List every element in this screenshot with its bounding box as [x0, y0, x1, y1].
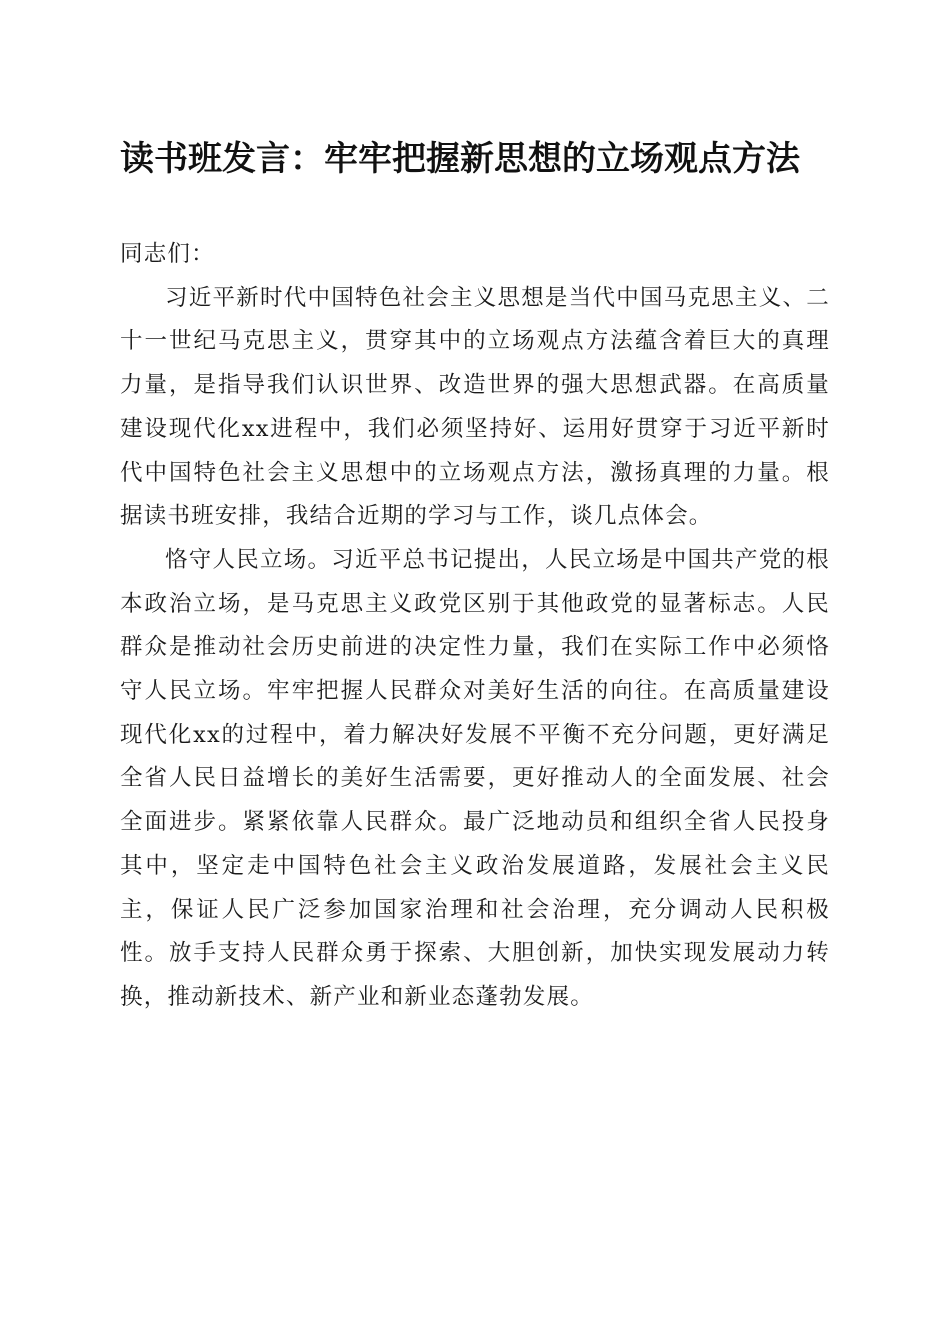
document-page	[120, 0, 830, 1344]
paragraph-people-stance: 恪守人民立场。习近平总书记提出，人民立场是中国共产党的根本政治立场，是马克思主义政党区别于其他政党的显著标志。人民群众是推动社会历史前进的决定性力量，我们在实际工作中必须恪守人民立场。牢牢把握人民群众对美好生活的向往。在高质量建设现代化xx的过程中，着力解决好发展不平衡不充分问题，更好满足全省人民日益增长的美好生活需要，更好推动人的全面发展、社会全面进步。紧紧依靠人民群众。最广泛地动员和组织全省人民投身其中，坚定走中国特色社会主义政治发展道路，发展社会主义民主，保证人民广泛参加国家治理和社会治理，充分调动人民积极性。放手支持人民群众勇于探索、大胆创新，加快实现发展动力转换，推动新技术、新产业和新业态蓬勃发展。	[120, 546, 830, 1010]
document-title: 读书班发言：牢牢把握新思想的立场观点方法	[120, 139, 800, 179]
salutation: 同志们：	[120, 241, 215, 267]
document-body	[120, 233, 830, 1020]
paragraph-intro: 习近平新时代中国特色社会主义思想是当代中国马克思主义、二十一世纪马克思主义，贯穿其中的立场观点方法蕴含着巨大的真理力量，是指导我们认识世界、改造世界的强大思想武器。在高质量建设现代化xx进程中，我们必须坚持好、运用好贯穿于习近平新时代中国特色社会主义思想中的立场观点方法，激扬真理的力量。根据读书班安排，我结合近期的学习与工作，谈几点体会。	[120, 284, 830, 530]
